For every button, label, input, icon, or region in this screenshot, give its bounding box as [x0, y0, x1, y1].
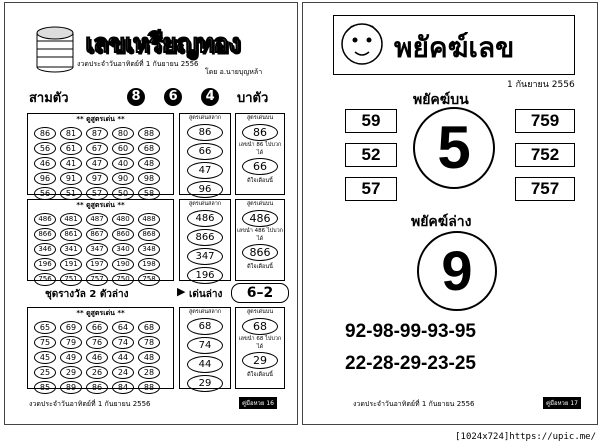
column-box-2 — [179, 199, 231, 281]
grid-header: ** ดูสูตรเด่น ** — [76, 115, 125, 123]
side-small: ได้ — [256, 344, 264, 350]
three-digit-label: สามตัว — [29, 91, 69, 106]
author: โดย อ.นายบุญหล้า — [205, 68, 263, 76]
grid-cell: 867 — [86, 228, 108, 241]
grid-cell: 341 — [60, 243, 82, 256]
watermark-text: [1024x724]https://upic.me/ — [455, 432, 596, 442]
ball-number: 4 — [201, 88, 219, 106]
pair-grid-2 — [27, 307, 174, 392]
side-result: 66 — [242, 158, 278, 175]
grid-cell: 487 — [86, 213, 108, 226]
grid-cell: 861 — [60, 228, 82, 241]
grid-cell: 87 — [86, 127, 108, 140]
grid-cell: 488 — [138, 213, 160, 226]
column-value: 866 — [187, 229, 223, 246]
highlight-number: 6 — [246, 285, 257, 301]
grid-cell: 866 — [34, 228, 56, 241]
issue-date: 1 กันยายน 2556 — [507, 80, 575, 90]
grid-cell: 81 — [60, 127, 82, 140]
side-small: ได้ — [256, 150, 264, 156]
title-banner — [333, 15, 575, 75]
side-result: 866 — [242, 244, 278, 261]
grid-cell: 88 — [138, 127, 160, 140]
left-number: 59 — [345, 109, 397, 133]
right-number: 759 — [515, 109, 575, 133]
grid-cell: 751 — [60, 273, 82, 286]
right-number: 752 — [515, 143, 575, 167]
grid-cell: 74 — [112, 336, 134, 349]
side-header: สูตรเด่นบน — [246, 201, 274, 207]
side-footer: ดีใจเดือนนี้ — [247, 178, 273, 184]
column-value: 486 — [187, 210, 223, 227]
grid-cell: 191 — [60, 258, 82, 271]
side-header: สูตรเด่นบน — [246, 115, 274, 121]
left-page — [4, 2, 298, 425]
grid-cell: 340 — [112, 243, 134, 256]
right-top-label: บาตัว — [237, 91, 269, 106]
grid-cell: 75 — [34, 336, 56, 349]
column-value: 66 — [187, 143, 223, 160]
grid-cell: 78 — [138, 336, 160, 349]
grid-cell: 198 — [138, 258, 160, 271]
column-box-3 — [179, 307, 231, 389]
page-number-tag: คู่มือหวย 17 — [543, 397, 581, 409]
grid-cell: 61 — [60, 142, 82, 155]
left-number: 52 — [345, 143, 397, 167]
column-value: 196 — [187, 267, 223, 284]
grid-cell: 56 — [34, 187, 56, 200]
grid-cell: 28 — [138, 366, 160, 379]
grid-cell: 76 — [86, 336, 108, 349]
grid-cell: 56 — [34, 142, 56, 155]
grid-cell: 98 — [138, 172, 160, 185]
grid-cell: 41 — [60, 157, 82, 170]
side-top: 86 — [242, 124, 278, 141]
grid-cell: 44 — [112, 351, 134, 364]
left-number: 57 — [345, 177, 397, 201]
page-title: เลขเหรียญทอง — [85, 29, 240, 59]
highlight-number: 2 — [263, 285, 274, 301]
right-page — [302, 2, 598, 425]
grid-cell: 66 — [86, 321, 108, 334]
grid-cell: 197 — [86, 258, 108, 271]
grid-cell: 80 — [112, 127, 134, 140]
grid-header: ** ดูสูตรเด่น ** — [76, 309, 125, 317]
grid-cell: 196 — [34, 258, 56, 271]
grid-cell: 45 — [34, 351, 56, 364]
top-digit: 5 — [413, 107, 495, 189]
coin-stack-icon — [33, 19, 77, 73]
triple-grid — [27, 199, 174, 281]
number-row-1: 92-98-99-93-95 — [345, 321, 476, 342]
grid-cell: 60 — [112, 142, 134, 155]
side-small: ได้ — [256, 236, 264, 242]
column-value: 47 — [187, 162, 223, 179]
grid-cell: 481 — [60, 213, 82, 226]
grid-cell: 190 — [112, 258, 134, 271]
page-title: พยัคฆ์เลข — [394, 31, 515, 64]
grid-cell: 347 — [86, 243, 108, 256]
grid-cell: 68 — [138, 321, 160, 334]
side-note: เลขนำ 68 ไปบวก — [238, 336, 282, 342]
side-header: สูตรเด่นบน — [246, 309, 274, 315]
side-footer: ดีใจเดือนนี้ — [247, 372, 273, 378]
grid-cell: 348 — [138, 243, 160, 256]
tiger-icon — [338, 20, 386, 68]
grid-cell: 65 — [34, 321, 56, 334]
side-box-1 — [235, 113, 285, 195]
grid-cell: 88 — [138, 381, 160, 394]
ball-number: 8 — [127, 88, 145, 106]
arrow-right-icon: ▶ — [177, 285, 186, 298]
grid-cell: 346 — [34, 243, 56, 256]
side-note: เลขนำ 86 ไปบวก — [238, 142, 282, 148]
grid-cell: 40 — [112, 157, 134, 170]
grid-cell: 50 — [112, 187, 134, 200]
grid-cell: 758 — [138, 273, 160, 286]
page-footer: งวดประจำวันอาทิตย์ที่ 1 กันยายน 2556 — [353, 400, 475, 408]
grid-cell: 69 — [60, 321, 82, 334]
side-top: 68 — [242, 318, 278, 335]
column-value: 96 — [187, 181, 223, 198]
grid-cell: 48 — [138, 351, 160, 364]
grid-cell: 24 — [112, 366, 134, 379]
top-balls — [127, 85, 219, 106]
grid-cell: 46 — [86, 351, 108, 364]
column-box-1 — [179, 113, 231, 195]
side-box-3 — [235, 307, 285, 389]
grid-cell: 64 — [112, 321, 134, 334]
right-number: 757 — [515, 177, 575, 201]
grid-cell: 51 — [60, 187, 82, 200]
grid-cell: 480 — [112, 213, 134, 226]
page-footer: งวดประจำวันอาทิตย์ที่ 1 กันยายน 2556 — [29, 400, 151, 408]
column-header: สูตรเด่นสลาก — [188, 201, 222, 207]
grid-cell: 86 — [86, 381, 108, 394]
grid-cell: 750 — [112, 273, 134, 286]
column-value: 29 — [187, 375, 223, 392]
grid-cell: 25 — [34, 366, 56, 379]
side-footer: ดีใจเดือนนี้ — [247, 264, 273, 270]
top-digit-label: พยัคฆ์บน — [413, 92, 469, 108]
grid-cell: 756 — [34, 273, 56, 286]
bottom-highlight-numbers: 6–2 — [231, 283, 289, 303]
page-number-tag: คู่มือหวย 16 — [239, 397, 277, 409]
grid-cell: 29 — [60, 366, 82, 379]
side-result: 29 — [242, 352, 278, 369]
grid-cell: 486 — [34, 213, 56, 226]
grid-cell: 67 — [86, 142, 108, 155]
grid-cell: 68 — [138, 142, 160, 155]
grid-cell: 85 — [34, 381, 56, 394]
column-value: 44 — [187, 356, 223, 373]
grid-cell: 79 — [60, 336, 82, 349]
grid-cell: 86 — [34, 127, 56, 140]
side-note: เลขนำ 486 ไปบวก — [236, 228, 284, 234]
grid-cell: 47 — [86, 157, 108, 170]
column-header: สูตรเด่นสลาก — [188, 309, 222, 315]
grid-cell: 46 — [34, 157, 56, 170]
grid-cell: 49 — [60, 351, 82, 364]
two-digit-label: ชุดรางวัล 2 ตัวล่าง — [45, 289, 129, 300]
grid-cell: 860 — [112, 228, 134, 241]
grid-cell: 91 — [60, 172, 82, 185]
side-box-2 — [235, 199, 285, 281]
grid-header: ** ดูสูตรเด่น ** — [76, 201, 125, 209]
bottom-digit-label: พยัคฆ์ล่าง — [411, 214, 472, 230]
column-value: 347 — [187, 248, 223, 265]
side-top: 486 — [242, 210, 278, 227]
column-header: สูตรเด่นสลาก — [188, 115, 222, 121]
subtitle: งวดประจำวันอาทิตย์ที่ 1 กันยายน 2556 — [77, 60, 199, 68]
grid-cell: 26 — [86, 366, 108, 379]
grid-cell: 57 — [86, 187, 108, 200]
column-value: 68 — [187, 318, 223, 335]
ball-number: 6 — [164, 88, 182, 106]
grid-cell: 97 — [86, 172, 108, 185]
grid-cell: 96 — [34, 172, 56, 185]
grid-cell: 90 — [112, 172, 134, 185]
grid-cell: 48 — [138, 157, 160, 170]
grid-cell: 757 — [86, 273, 108, 286]
grid-cell: 868 — [138, 228, 160, 241]
grid-cell: 58 — [138, 187, 160, 200]
column-value: 74 — [187, 337, 223, 354]
pair-grid-1 — [27, 113, 174, 198]
bottom-digit: 9 — [417, 231, 497, 311]
column-value: 86 — [187, 124, 223, 141]
number-row-2: 22-28-29-23-25 — [345, 353, 476, 374]
grid-cell: 84 — [112, 381, 134, 394]
bottom-highlight-label: เด่นล่าง — [189, 289, 223, 300]
grid-cell: 89 — [60, 381, 82, 394]
